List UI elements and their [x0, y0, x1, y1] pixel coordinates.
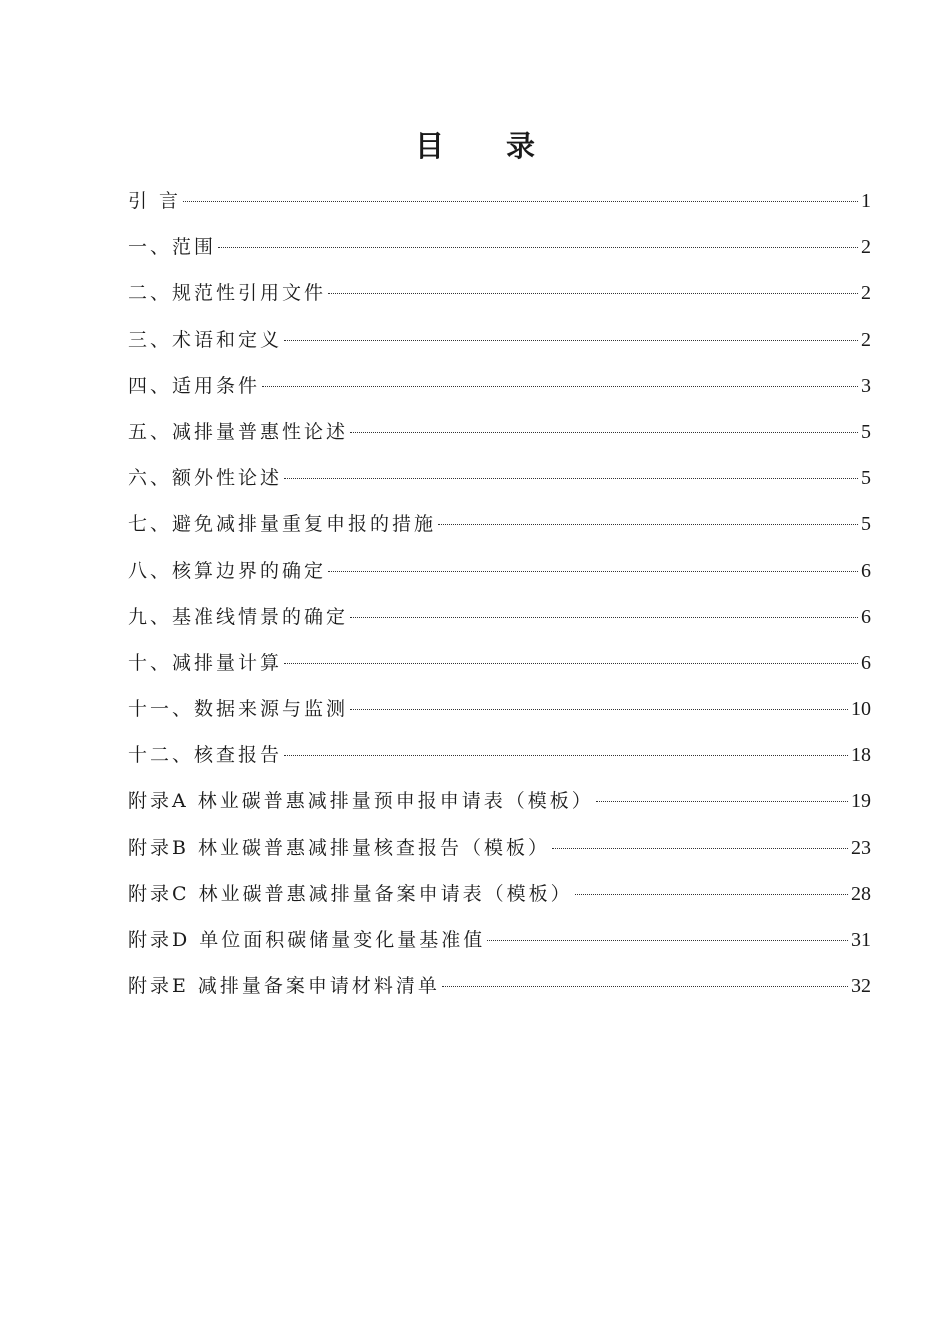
- dot-leader: [350, 709, 848, 710]
- toc-entry[interactable]: [128, 690, 871, 736]
- toc-entry[interactable]: [128, 413, 871, 459]
- toc-entry-page: 10: [851, 698, 871, 721]
- toc-entry-page: 3: [861, 374, 871, 397]
- toc-entry[interactable]: [128, 459, 871, 505]
- toc-list: [128, 182, 871, 1013]
- toc-entry-label: 六、额外性论述: [128, 467, 283, 490]
- toc-entry-label: 附录B 林业碳普惠减排量核查报告（模板）: [128, 836, 551, 859]
- dot-leader: [350, 432, 858, 433]
- dot-leader: [350, 617, 858, 618]
- dot-leader: [262, 386, 858, 387]
- toc-entry-page: 6: [861, 605, 871, 628]
- toc-entry-page: 19: [851, 790, 871, 813]
- toc-entry-page: 2: [861, 328, 871, 351]
- dot-leader: [284, 755, 848, 756]
- toc-entry-label: 附录E 减排量备案申请材料清单: [128, 975, 440, 998]
- toc-entry[interactable]: [128, 644, 871, 690]
- toc-entry-page: 6: [861, 559, 871, 582]
- toc-entry-label: 五、减排量普惠性论述: [128, 420, 349, 443]
- toc-entry[interactable]: [128, 274, 871, 320]
- dot-leader: [328, 571, 858, 572]
- dot-leader: [442, 986, 848, 987]
- toc-entry-page: 2: [861, 282, 871, 305]
- toc-entry[interactable]: [128, 505, 871, 551]
- toc-entry-page: 5: [861, 467, 871, 490]
- toc-entry-label: 三、术语和定义: [128, 328, 283, 351]
- toc-entry-label: 七、避免减排量重复申报的措施: [128, 513, 437, 536]
- toc-entry[interactable]: [128, 736, 871, 782]
- toc-entry[interactable]: [128, 782, 871, 828]
- dot-leader: [596, 801, 848, 802]
- toc-entry-label: 附录A 林业碳普惠减排量预申报申请表（模板）: [128, 790, 594, 813]
- toc-title: 目 录: [414, 129, 562, 163]
- toc-entry-label: 十二、核查报告: [128, 744, 283, 767]
- toc-entry-label: 引 言: [128, 190, 182, 212]
- toc-entry-label: 附录D 单位面积碳储量变化量基准值: [128, 929, 486, 951]
- toc-entry-page: 32: [851, 975, 871, 998]
- dot-leader: [487, 940, 848, 941]
- toc-entry-page: 5: [861, 513, 871, 536]
- toc-entry[interactable]: [128, 921, 871, 967]
- toc-entry[interactable]: [128, 552, 871, 598]
- dot-leader: [183, 201, 858, 202]
- dot-leader: [328, 293, 858, 294]
- toc-entry-page: 18: [851, 744, 871, 767]
- dot-leader: [575, 894, 848, 895]
- toc-entry[interactable]: [128, 367, 871, 413]
- dot-leader: [284, 340, 858, 341]
- toc-entry-page: 5: [861, 420, 871, 443]
- toc-entry-page: 6: [861, 651, 871, 674]
- dot-leader: [218, 247, 858, 248]
- toc-entry[interactable]: [128, 228, 871, 274]
- toc-entry[interactable]: [128, 829, 871, 875]
- toc-entry[interactable]: [128, 321, 871, 367]
- toc-entry-label: 十、减排量计算: [128, 651, 283, 674]
- toc-entry-page: 1: [861, 190, 871, 212]
- toc-entry[interactable]: [128, 875, 871, 921]
- toc-entry-label: 九、基准线情景的确定: [128, 605, 349, 628]
- dot-leader: [284, 478, 858, 479]
- dot-leader: [552, 848, 848, 849]
- toc-entry-label: 八、核算边界的确定: [128, 559, 327, 582]
- dot-leader: [438, 524, 858, 525]
- toc-entry-label: 一、范围: [128, 236, 217, 259]
- toc-entry-page: 28: [851, 882, 871, 905]
- toc-entry-page: 23: [851, 836, 871, 859]
- toc-entry-label: 二、规范性引用文件: [128, 282, 327, 305]
- toc-entry-page: 2: [861, 236, 871, 259]
- toc-entry[interactable]: [128, 967, 871, 1013]
- toc-entry-label: 十一、数据来源与监测: [128, 698, 349, 721]
- toc-entry-page: 31: [851, 929, 871, 951]
- toc-entry-label: 附录C 林业碳普惠减排量备案申请表（模板）: [128, 882, 573, 905]
- dot-leader: [284, 663, 858, 664]
- toc-entry[interactable]: [128, 598, 871, 644]
- toc-entry-label: 四、适用条件: [128, 374, 261, 397]
- toc-entry[interactable]: [128, 182, 871, 228]
